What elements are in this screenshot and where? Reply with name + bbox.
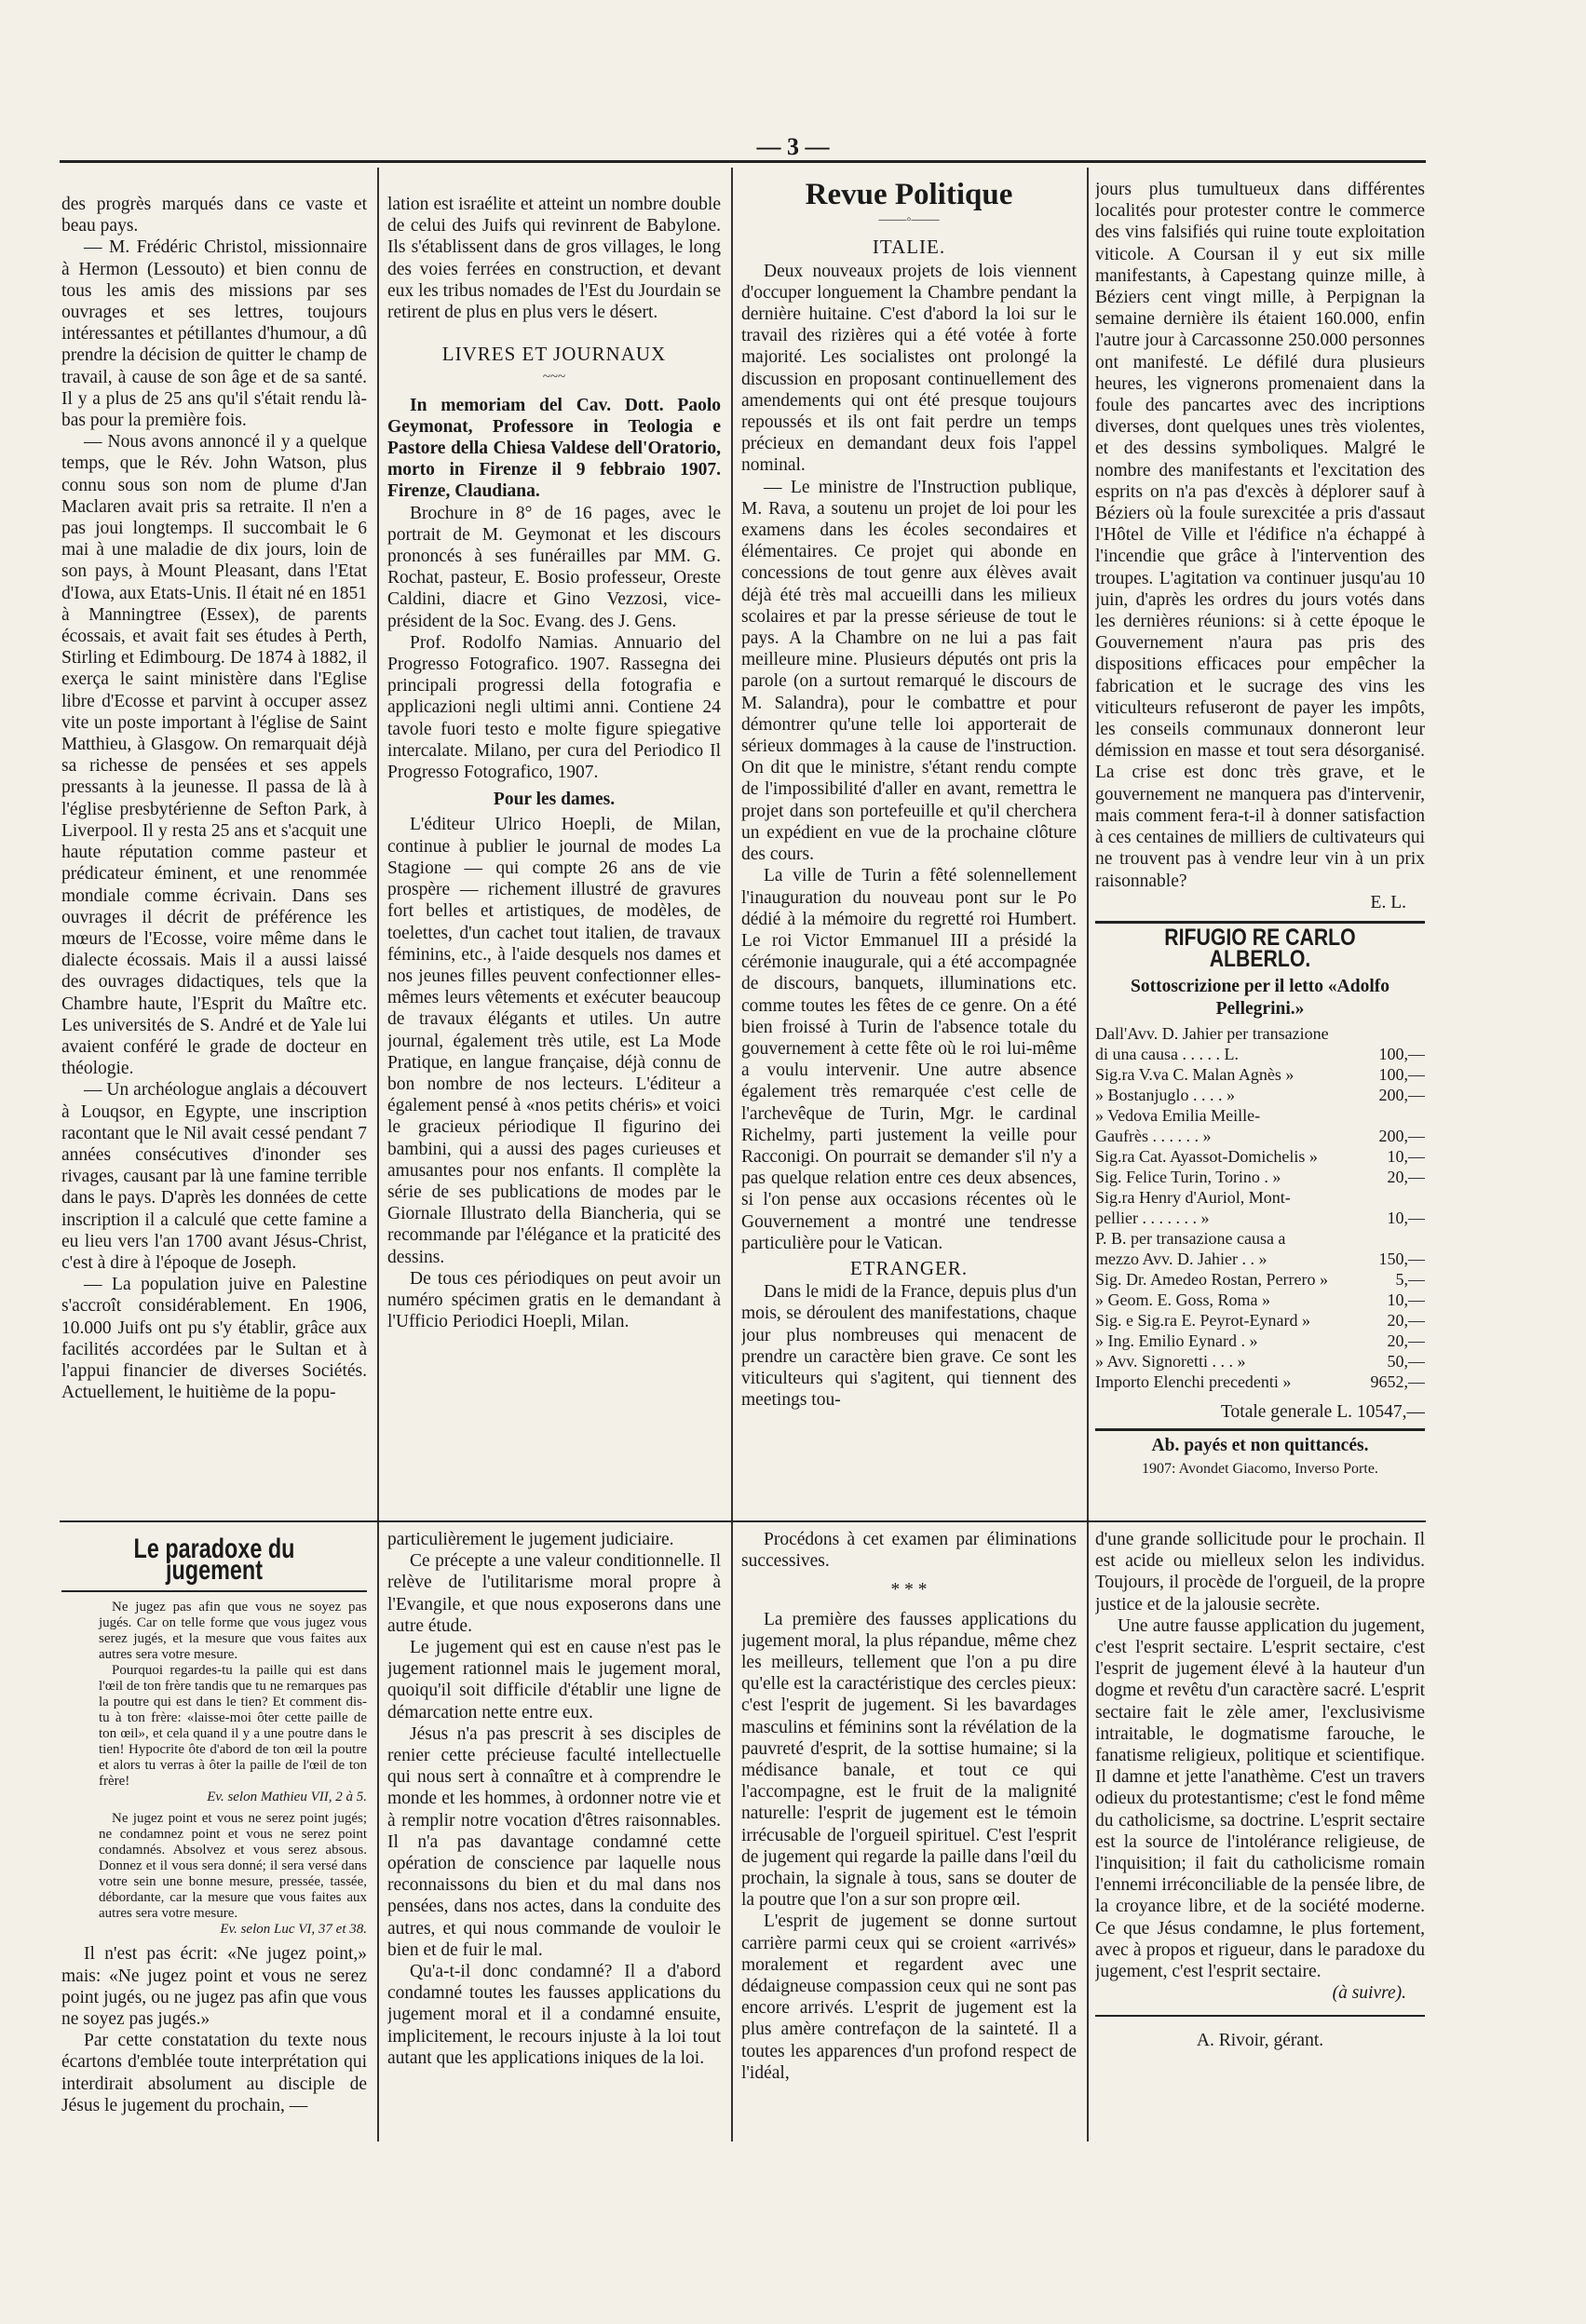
paragraph: L'esprit de jugement se donne surtout carrière parmi ceux qui se croient «arrivés» moralement et regardent avec une dédaigneuse compassion ceux qui ne sont pas encore arrivés. L'esprit de jugement est la plus amère contrefaçon de la sainteté. Il a toutes les apparences d'un profond respect de l'idéal, [741, 1912, 1077, 2083]
paragraph: particulièrement le jugement judiciaire. [387, 1530, 674, 1549]
signature: E. L. [1370, 892, 1406, 912]
subscription-name: di una causa . . . . . L. [1095, 1044, 1239, 1063]
subscription-row [1095, 1351, 1425, 1371]
epigraph-text: Pourquoi regardes-tu la paille qui est dans l'œil de ton frère tandis que tu ne remarques pas la poutre qui est dans le tien? Et comment dis-tu à ton frère: «laisse-moi ôter cette paille de ton œil», et cela quand il y a une poutre dans le tien! Hypocrite ôte d'abord de ton œil la poutre et alors tu verras à ôter la paille de l'œil de ton frère! [99, 1663, 367, 1790]
subscription-name: » Vedova Emilia Meille- [1095, 1105, 1261, 1125]
subscription-name: Sig.ra Henry d'Auriol, Mont- [1095, 1187, 1291, 1207]
section-heading: ITALIE. [872, 236, 946, 259]
paragraph: Ce précepte a une valeur conditionnelle. Il relève de l'utilitarisme moral propre à l'Evangile, et que nous exposerons dans une autre étude. [387, 1551, 721, 1636]
paragraph: Prof. Rodolfo Namias. Annuario del Progresso Fotografico. 1907. Rassegna dei principali progressi della fotografia e applicazioni negli ultimi anni. Contiene 24 tavole fuori testo e molte figure spiegative intercalate. Milano, per cura del Periodico Il Progresso Fotografico, 1907. [387, 632, 721, 783]
column-rule [377, 1527, 379, 2142]
subscription-amount: 10,— [1387, 1208, 1425, 1227]
subscription-name: Dall'Avv. D. Jahier per transazione [1095, 1023, 1329, 1043]
page-number: — 3 — [756, 133, 830, 160]
paragraph: La ville de Turin a fêté solennellement l'inauguration du nouveau pont sur le Po dédié à la mémoire du regretté roi Humbert. Le roi Victor Emmanuel III a présidé la cérémonie inaugurale, qui a été accompagnée de discours, banquets, illuminations etc. comme toutes les fêtes de ce genre. On a été bien froissé à Turin de l'absence totale du gouvernement à cette fête où le roi lui-même a voulu intervenir. Une autre absence également très remarquée c'est celle de l'archevêque de Turin, Mgr. le cardinal Richelmy, parti justement la veille pour Racconigi. On pourrait se demander s'il n'y a pas quelque relation entre ces deux absences, si l'on pense aux occasions récentes où le Gouvernement a montré une tendresse particulière pour le Vatican. [741, 866, 1077, 1253]
subscription-name: » Bostanjuglo . . . . » [1095, 1085, 1236, 1104]
paragraph: des progrès marqués dans ce vaste et beau pays. [61, 195, 367, 236]
paragraph: In memoriam del Cav. Dott. Paolo Geymonat, Professore in Teologia e Pastore della Chiesa Valdese dell'Oratorio, morto in Firenze il 9 febbraio 1907. Firenze, Claudiana. [387, 395, 721, 502]
top-rule [60, 160, 1426, 163]
epigraph-text: Ne jugez pas afin que vous ne soyez pas jugés. Car on telle forme que vous jugez vous serez jugés, et la mesure que vous faites aux autres sera votre mesure. [99, 1600, 367, 1663]
paragraph: Il n'est pas écrit: «Ne jugez point,» mais: «Ne jugez point et vous ne serez point jugés, ou ne jugez pas afin que vous ne soyez pas jugés.» [61, 1944, 367, 2030]
paragraph: Par cette constatation du texte nous écartons d'emblée toute interprétation qui interdirait absolument au disciple de Jésus le jugement du prochain, — [61, 2031, 367, 2115]
subscription-amount: 50,— [1387, 1351, 1425, 1371]
rifugio-title: RIFUGIO RE CARLO ALBERLO. [1164, 924, 1356, 973]
subscription-row [1095, 1269, 1425, 1290]
subscription-name: mezzo Avv. D. Jahier . . » [1095, 1249, 1267, 1268]
subscription-name: Sig. Dr. Amedeo Rostan, Perrero » [1095, 1269, 1328, 1289]
subscription-amount [1341, 1023, 1425, 1044]
paragraph: jours plus tumultueux dans différentes localités pour protester contre le commerce des vins falsifiés qui ruine toute exploitation viticole. A Coursan il y eut six mille manifestants, à Capestang quinze mille, à Béziers cent vingt mille, à Perpignan la semaine dernière ils étaient 160.000, enfin l'autre jour à Carcassonne 250.000 personnes ont manifesté. Le défilé dura plusieurs heures, les vignerons promenaient dans la foule des pancartes avec des incriptions diverses, dont quelques unes très violentes, et des dessins symboliques. Malgré le nombre des manifestants et l'excitation des esprits on n'a pas d'excès à déplorer sauf à Béziers où la foule surexcitée a pris d'assaut l'Hôtel de Ville et l'édifice n'a échappé à l'incendie que grâce à l'intervention des troupes. L'agitation va continuer jusqu'au 10 juin, d'après les ordres du jours votés dans les dernières réunions: si à cette époque le Gouvernement n'aura pas pris des dispositions efficaces pour empêcher la fabrication et le sucrage des vins les viticulteurs refuseront de payer les impôts, les conseils communaux donneront leur démission en masse et tout sera désorganisé. La crise est donc très grave, et le gouvernement ne manquera pas d'intervenir, mais comment fera-t-il à donner satisfaction à ces centaines de milliers de cultivateurs qui ne trouvent pas à vendre leur vin à un prix raisonnable? [1095, 180, 1425, 891]
section-heading: LIVRES ET JOURNAUX [441, 343, 667, 366]
subscription-row [1095, 1126, 1425, 1146]
section-title: Revue Politique [805, 182, 1013, 211]
subscription-amount: 20,— [1387, 1331, 1425, 1350]
subscription-name: Sig.ra Cat. Ayassot-Domichelis » [1095, 1146, 1318, 1166]
paragraph: — Nous avons annoncé il y a quelque temps, que le Rév. John Watson, plus connu sous son nom de plume d'Jan Maclaren avait pris sa retraite. Il n'en a pas joui longtemps. Il succombait le 6 mai à une maladie de dix jours, loin de son pays, à Mount Pleasant, dans l'Etat d'Iowa, aux Etats-Unis. Il était né en 1851 à Manningtree (Essex), de parents écossais, et avait fait ses études à Perth, Stirling et Edimbourg. De 1874 à 1882, il exerça le saint ministère dans l'Eglise libre d'Ecosse et parvint à occuper assez vite un poste important à l'église de Saint Matthieu, à Glasgow. On remarquait déjà sa richesse de pensées et ses appels pressants à la jeunesse. Il passa de là à l'église presbytérienne de Sefton Park, à Liverpool. Il y resta 25 ans et s'acquit une haute réputation comme pasteur et prédicateur éminent, et une renommée mondiale comme écrivain. Dans ses ouvrages il décrit de préférence les mœurs de l'Ecosse, voire même dans le dialecte écossais. Mais il a aussi laissé des ouvrages didactiques, tels que la Chambre haute, l'Esprit du Maître etc. Les universités de S. André et de Yale lui avaient conféré le grade de docteur en théologie. [61, 432, 367, 1079]
paragraph: Jésus n'a pas prescrit à ses disciples de renier cette précieuse faculté intellectuelle qui nous sert à connaître et à comprendre le monde et les hommes, à ordonner notre vie et à remplir notre vocation d'êtres raisonnables. Il n'a pas davantage condamné cette opération de conscience par laquelle nous reconnaissons du bien et du mal dans nos pensées, dans nos actes, dans la conduite des autres, et qui nous commande de vouloir le bien et de fuir le mal. [387, 1723, 721, 1960]
column-rule [1087, 1527, 1089, 2142]
subscription-row [1095, 1187, 1425, 1208]
ab-title: Ab. payés et non quittancés. [1151, 1435, 1369, 1455]
subscription-amount: 200,— [1378, 1126, 1425, 1145]
rule [1095, 2015, 1425, 2017]
subscription-row [1095, 1023, 1425, 1044]
rule [1095, 1428, 1425, 1431]
subscription-name: Importo Elenchi precedenti » [1095, 1371, 1292, 1391]
paragraph: De tous ces périodiques on peut avoir un numéro spécimen gratis en le demandant à l'Ufficio Periodici Hoepli, Milan. [387, 1268, 721, 1332]
paragraph: — Un archéologue anglais a découvert à Louqsor, en Egypte, une inscription racontant que le Nil avait cessé pendant 7 années consécutives d'inonder ses rivages, causant par là une famine terrible dans le pays. D'après les données de cette inscription il a calculé que cette famine a eu lieu vers l'an 1700 avant Jésus-Christ, c'est à dire à l'époque de Joseph. [61, 1080, 367, 1273]
paragraph: Deux nouveaux projets de lois viennent d'occuper longuement la Chambre pendant la dernière huitaine. C'est d'abord la loi sur le travail des rizières qui a été votée à forte majorité. Les socialistes ont prolongé la discussion en proposant continuellement des amendements qui ont été presque toujours repoussés et ils ont fait perdre un temps précieux en demandant deux fois l'appel nominal. [741, 261, 1077, 476]
column-paradoxe-2 [387, 1529, 721, 2143]
subscription-row [1095, 1105, 1425, 1126]
paragraph: Procédons à cet examen par éliminations successives. [741, 1530, 1077, 1572]
to-be-continued: (à suivre). [1332, 1983, 1406, 2004]
subscription-row [1095, 1167, 1425, 1187]
subheading: Pour les dames. [493, 790, 616, 810]
subscription-amount: 9652,— [1370, 1371, 1425, 1391]
column-paradoxe [61, 1529, 367, 2143]
paragraph: Brochure in 8° de 16 pages, avec le portrait de M. Geymonat et les discours prononcés à ses funérailles par MM. G. Rochat, pasteur, E. Bosio professeur, Oreste Caldini, diacre et Gino Vezzosi, vice-président de la Soc. Evang. des J. Gens. [387, 503, 721, 631]
subscription-row [1095, 1331, 1425, 1351]
gerant: A. Rivoir, gérant. [1196, 2031, 1324, 2051]
subscription-amount [1341, 1228, 1425, 1249]
epigraph-text: Ne jugez point et vous ne serez point jugés; ne condamnez point et vous ne serez point condamnés. Absolvez et vous serez absous. Donnez et il vous sera donné; il sera versé dans votre sein une bonne mesure, pressée, tassée, débordante, car la mesure que vous faites aux autres sera votre mesure. [99, 1811, 367, 1922]
paragraph: lation est israélite et atteint un nombre double de celui des Juifs qui revinrent de Babylone. Ils s'établissent dans de gros villages, le long des voies ferrées en construction, et devant eux les tribus nomades de l'Est du Jourdain se retirent de plus en plus vers le désert. [387, 195, 721, 323]
subscription-row [1095, 1146, 1425, 1167]
paragraph: — Le ministre de l'Instruction publique, M. Rava, a soutenu un projet de loi pour les examens dans les écoles secondaires et élémentaires. Ce projet qui abonde en concessions de tout genre aux élèves avait déjà été très mal accueilli dans les milieux scolaires et par la presse sérieuse de tout le pays. A la Chambre on ne lui a pas fait meilleure mine. Plusieurs députés ont pris la parole (on a surtout remarqué le discours de M. Salandra), pour le combattre et pour démontrer qu'une telle loi apporterait de sérieux dommages à la cause de l'instruction. On dit que le ministre, s'étant rendu compte de l'impossibilité d'aller en avant, remettra le projet dans son portefeuille et qu'il cherchera un expédient en vue de la prochaine clôture des cours. [741, 477, 1077, 865]
subscription-list [1095, 1023, 1425, 1392]
subscription-name: Sig.ra V.va C. Malan Agnès » [1095, 1064, 1295, 1084]
subscription-amount: 10,— [1387, 1146, 1425, 1166]
subscription-name: » Ing. Emilio Eynard . » [1095, 1331, 1258, 1350]
paragraph: Dans le midi de la France, depuis plus d'un mois, se déroulent des manifestations, chaque jour plus nombreuses qui menacent de prendre un caractère bien grave. Ce sont les viticulteurs qui s'agitent, qui tiennent des meetings tou- [741, 1282, 1077, 1411]
subscription-amount: 100,— [1378, 1044, 1425, 1063]
subscription-name: Sig. e Sig.ra E. Peyrot-Eynard » [1095, 1310, 1310, 1330]
paragraph: La première des fausses applications du jugement moral, la plus répandue, même chez les meilleurs, tellement que l'on a pu dire qu'elle est la caractéristique des cercles pieux: c'est l'esprit de jugement. Si les bavardages masculins et féminins sont la révélation de la pauvreté d'esprit, de la sottise humaine; si la médisance banale, et tout ce qui l'accompagne, est le fruit de la malignité naturelle: l'esprit de jugement est le témoin irrécusable de l'orgueil spirituel. C'est l'esprit de jugement qui regarde la paille dans l'œil du prochain, la signale à tous, sans se douter de la poutre que l'on a sur son propre œil. [741, 1609, 1077, 1911]
paragraph: L'éditeur Ulrico Hoepli, de Milan, continue à publier le journal de modes La Stagione — qui compte 26 ans de vie prospère — richement illustré de gravures fort belles et artistiques, de modèles, de toelettes, d'un cachet tout italien, de travaux féminins, etc., à l'aide desquels nos dames et nos jeunes filles peuvent confectionner elles-mêmes leurs vêtements et exécuter beaucoup de travaux élégants et utiles. Un autre journal, également très utile, est La Mode Pratique, en langue française, déjà connu de bon nombre de nos lecteurs. L'éditeur a également pensé à «nos petits chéris» et voici le gracieux périodique Il figurino dei bambini, qui a aussi des pages curieuses et amusantes pour nos enfants. Il complète la série de ses publications de modes par le Giornale Illustrato della Biancheria, qui se recommande par l'élégance et la praticité des dessins. [387, 815, 721, 1267]
rifugio-subtitle: Sottoscrizione per il letto «Adolfo Pellegrini.» [1130, 977, 1389, 1019]
ornament: ~~~ [542, 370, 566, 385]
paragraph: — La population juive en Palestine s'accroît considérablement. En 1906, 10.000 Juifs ont pu s'y établir, grâce aux facilités accordées par le Sultan et à l'appui financier de diverses Sociétés. Actuellement, le huitième de la popu- [61, 1275, 367, 1403]
subscription-name: Sig. Felice Turin, Torino . » [1095, 1167, 1281, 1186]
paragraph: — M. Frédéric Christol, missionnaire à Hermon (Lessouto) et bien connu de tous les amis des missions par ses ouvrages et ses lettres, toujours intéressantes et pétillantes d'humour, a dû prendre la décision de quitter le champ de travail, à cause de son âge et de sa santé. Il y a plus de 25 ans qu'il s'était rendu là-bas pour la première fois. [61, 237, 367, 431]
column-rule [731, 168, 733, 1527]
column-paradoxe-4 [1095, 1529, 1425, 2143]
column-politique [741, 182, 1077, 1516]
subscription-name: Gaufrès . . . . . . » [1095, 1126, 1212, 1145]
subscription-name: P. B. per transazione causa a [1095, 1228, 1286, 1248]
subscription-name: » Avv. Signoretti . . . » [1095, 1351, 1246, 1371]
paragraph: Le jugement qui est en cause n'est pas le jugement rationnel mais le jugement moral, quoiqu'il soit difficile d'établir une ligne de démarcation nette entre eux. [387, 1638, 721, 1723]
column-politique-cont [1095, 179, 1425, 1516]
subscription-amount: 5,— [1395, 1269, 1425, 1289]
epigraph-reference: Ev. selon Mathieu VII, 2 à 5. [207, 1790, 367, 1805]
column-news [61, 194, 367, 1516]
subscription-amount: 200,— [1378, 1085, 1425, 1104]
paragraph: Qu'a-t-il donc condamné? Il a d'abord condamné toutes les fausses applications du jugement moral et il a condamné ensuite, implicitement, le recours injuste à la loi tout autant que les applications iniques de la loi. [387, 1962, 721, 2068]
subscription-amount: 100,— [1378, 1064, 1425, 1084]
subscription-row [1095, 1249, 1425, 1269]
stars-separator: * * * [890, 1580, 928, 1601]
subscription-name: » Geom. E. Goss, Roma » [1095, 1290, 1270, 1309]
ornament: ——◦—— [878, 212, 940, 228]
column-books [387, 194, 721, 1516]
column-paradoxe-3 [741, 1529, 1077, 2143]
article-title: Le paradoxe du jugement [133, 1534, 295, 1587]
subscription-row [1095, 1044, 1425, 1064]
subscription-row [1095, 1310, 1425, 1331]
rule [61, 1590, 367, 1592]
subscription-amount [1341, 1105, 1425, 1126]
subscription-row [1095, 1371, 1425, 1392]
ab-line: 1907: Avondet Giacomo, Inverso Porte. [1142, 1461, 1378, 1478]
subscription-row [1095, 1290, 1425, 1310]
epigraph [99, 1600, 367, 1938]
paragraph: Une autre fausse application du jugement, c'est l'esprit sectaire. L'esprit sectaire, c'est l'esprit de jugement élevé à la hauteur d'un dogme et revêtu d'un caractère sacré. L'esprit sectaire fait le zèle amer, l'exclusivisme intraitable, le dogmatisme farouche, le fanatisme religieux, politique et scientifique. Il damne et jette l'anathème. C'est un travers odieux du protestantisme; c'est le fond même du catholicisme, sa doctrine. L'esprit sectaire est la source de l'intolérance religieuse, de l'inquisition; il fait du catholicisme romain l'ennemi irréconciliable de la pensée libre, de la croyance libre, et de la société moderne. Ce que Jésus condamne, le plus fortement, avec à propos et rigueur, dans le paradoxe du jugement, c'est l'esprit sectaire. [1095, 1615, 1425, 1982]
subscription-row [1095, 1228, 1425, 1249]
subscription-amount: 150,— [1378, 1249, 1425, 1268]
mid-rule [60, 1520, 1426, 1522]
paragraph: d'une grande sollicitude pour le prochain. Il est acide ou mielleux selon les individus. Toujours, il procède de l'orgueil, de la propre justice et de la jalousie secrète. [1095, 1530, 1425, 1615]
column-rule [1087, 168, 1089, 1527]
subscription-row [1095, 1208, 1425, 1228]
subscription-amount: 20,— [1387, 1167, 1425, 1186]
section-heading: ETRANGER. [849, 1256, 969, 1279]
subscription-row [1095, 1064, 1425, 1085]
subscription-amount [1341, 1187, 1425, 1208]
column-rule [377, 168, 379, 1527]
subscription-amount: 10,— [1387, 1290, 1425, 1309]
subscription-amount: 20,— [1387, 1310, 1425, 1330]
column-rule [731, 1527, 733, 2142]
epigraph-reference: Ev. selon Luc VI, 37 et 38. [220, 1922, 367, 1938]
subscription-row [1095, 1085, 1425, 1105]
subscription-name: pellier . . . . . . . » [1095, 1208, 1210, 1227]
rule [1095, 921, 1425, 924]
total-line: Totale generale L. 10547,— [1220, 1401, 1425, 1422]
